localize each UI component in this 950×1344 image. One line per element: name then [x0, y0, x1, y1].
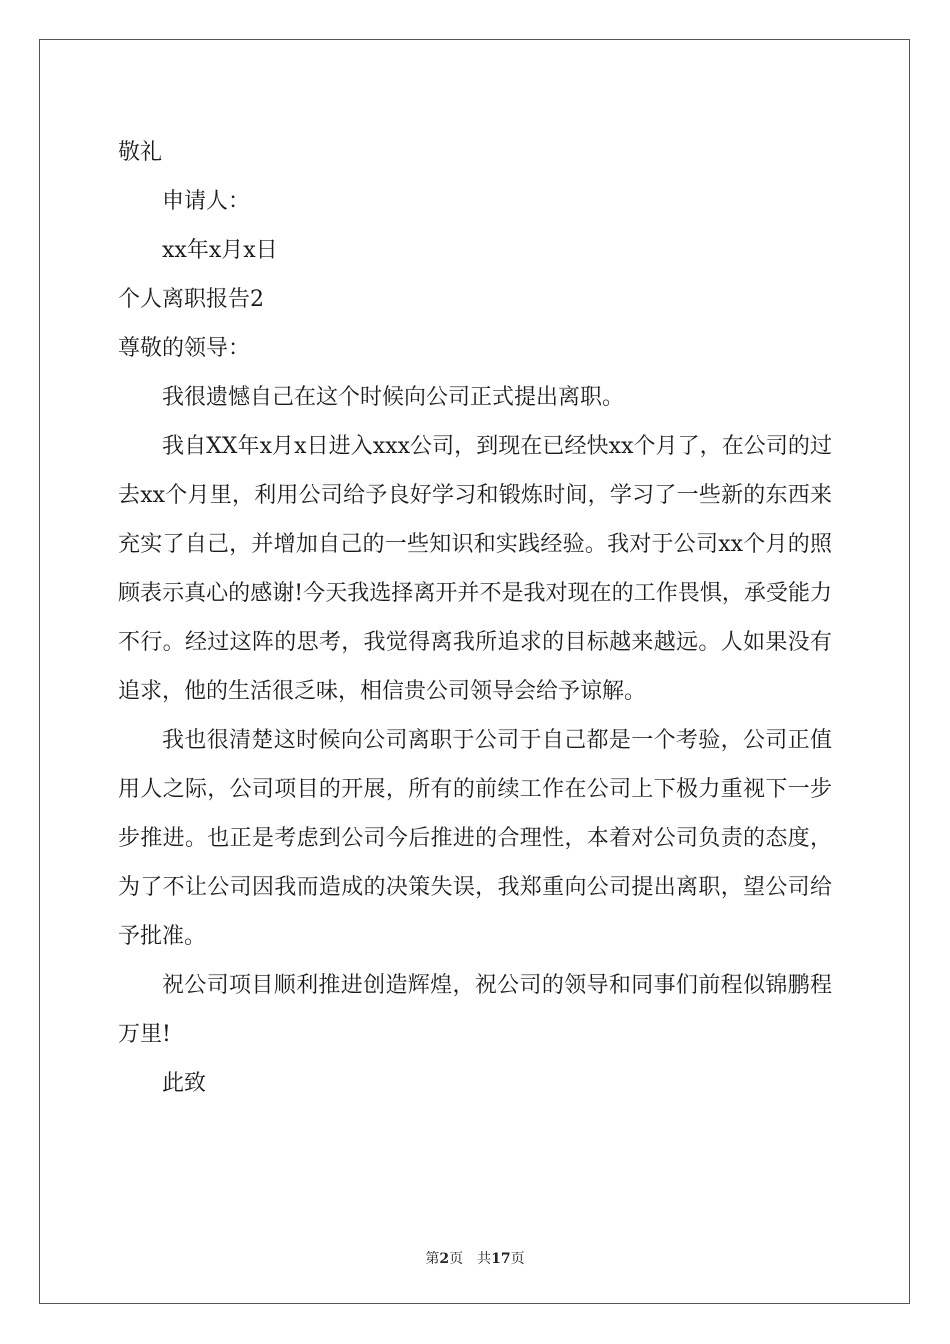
document-body	[118, 128, 832, 1108]
applicant-label: 申请人：	[162, 189, 251, 214]
page-suffix: 页	[449, 1251, 464, 1267]
page-number: 2	[439, 1251, 450, 1267]
paragraph-reason: 我也很清楚这时候向公司离职于公司于自己都是一个考验，公司正值用人之际，公司项目的开展，所有的前续工作在公司上下极力重视下一步步推进。也正是考虑到公司今后推进的合理性，本着对公司负责的态度，为了不让公司因我而造成的决策失误，我郑重向公司提出离职，望公司给予批准。	[118, 728, 832, 949]
closing-phrase: 此致	[162, 1071, 207, 1096]
closing-regards: 敬礼	[118, 140, 163, 165]
page-prefix: 第	[425, 1251, 440, 1267]
total-prefix: 共	[477, 1251, 492, 1267]
paragraph-experience: 我自XX年x月x日进入xxx公司，到现在已经快xx个月了，在公司的过去xx个月里，利用公司给予良好学习和锻炼时间，学习了一些新的东西来充实了自己，并增加自己的一些知识和实践经验。我对于公司xx个月的照顾表示真心的感谢!今天我选择离开并不是我对现在的工作畏惧，承受能力不行。经过这阵的思考，我觉得离我所追求的目标越来越远。人如果没有追求，他的生活很乏味，相信贵公司领导会给予谅解。	[118, 434, 832, 704]
salutation: 尊敬的领导：	[118, 336, 251, 361]
page-footer	[0, 1248, 950, 1268]
total-pages: 17	[491, 1251, 511, 1267]
total-suffix: 页	[510, 1251, 525, 1267]
paragraph-wishes: 祝公司项目顺利推进创造辉煌，祝公司的领导和同事们前程似锦鹏程万里!	[118, 973, 832, 1047]
document-title: 个人离职报告2	[118, 287, 264, 312]
date-line: xx年x月x日	[162, 238, 278, 263]
paragraph-regret: 我很遗憾自己在这个时候向公司正式提出离职。	[162, 385, 625, 410]
